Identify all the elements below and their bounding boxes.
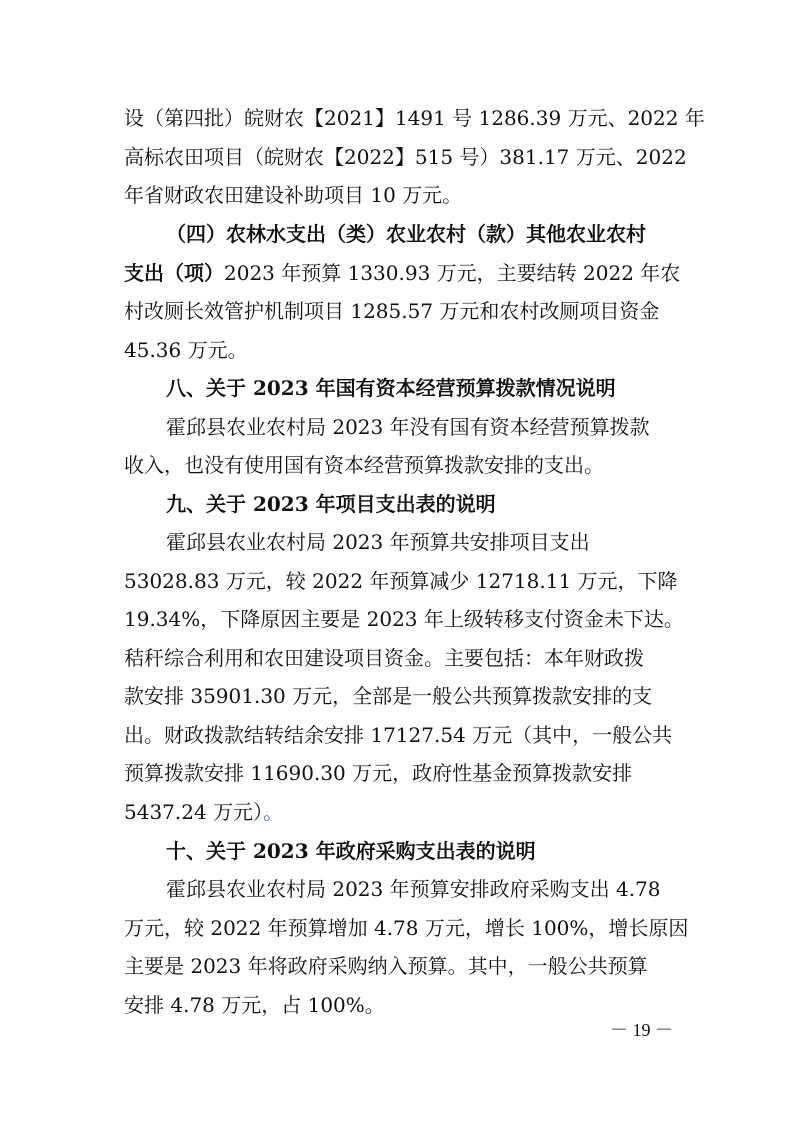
- section-heading-9: 九、关于 2023 年项目支出表的说明: [166, 492, 496, 516]
- paragraph-line: 高标农田项目（皖财农【2022】515 号）381.17 万元、2022: [124, 145, 687, 169]
- paragraph-punct: 。: [263, 800, 284, 824]
- paragraph-line: 霍邱县农业农村局 2023 年预算安排政府采购支出 4.78: [166, 877, 661, 901]
- paragraph-line: 款安排 35901.30 万元，全部是一般公共预算拨款安排的支: [124, 684, 653, 708]
- paragraph-line: [124, 261, 680, 285]
- paragraph-line: 19.34%，下降原因主要是 2023 年上级转移支付资金未下达。: [124, 607, 684, 631]
- paragraph-line: [124, 800, 283, 824]
- paragraph-line: 安排 4.78 万元，占 100%。: [124, 993, 385, 1017]
- paragraph-line: 村改厕长效管护机制项目 1285.57 万元和农村改厕项目资金: [124, 299, 660, 323]
- paragraph-line: 年省财政农田建设补助项目 10 万元。: [124, 183, 463, 207]
- paragraph-line: 主要是 2023 年将政府采购纳入预算。其中，一般公共预算: [124, 954, 648, 978]
- paragraph-text: 5437.24 万元）: [124, 800, 264, 824]
- section-heading-8: 八、关于 2023 年国有资本经营预算拨款情况说明: [166, 376, 616, 400]
- paragraph-line: 万元，较 2022 年预算增加 4.78 万元，增长 100%，增长原因: [124, 916, 689, 940]
- paragraph-line: 霍邱县农业农村局 2023 年没有国有资本经营预算拨款: [166, 415, 650, 439]
- paragraph-line: 收入，也没有使用国有资本经营预算拨款安排的支出。: [124, 453, 604, 477]
- section-subheading: （四）农林水支出（类）农业农村（款）其他农业农村: [166, 222, 646, 246]
- paragraph-line: 霍邱县农业农村局 2023 年预算共安排项目支出: [166, 530, 590, 554]
- paragraph-text: 2023 年预算 1330.93 万元，主要结转 2022 年农: [224, 261, 681, 285]
- paragraph-line: 秸秆综合利用和农田建设项目资金。主要包括：本年财政拨: [124, 646, 644, 670]
- section-heading-10: 十、关于 2023 年政府采购支出表的说明: [166, 839, 536, 863]
- paragraph-line: 45.36 万元。: [124, 338, 248, 362]
- paragraph-line: 出。财政拨款结转结余安排 17127.54 万元（其中，一般公共: [124, 723, 673, 747]
- paragraph-line: 预算拨款安排 11690.30 万元，政府性基金预算拨款安排: [124, 761, 633, 785]
- page-number: － 19 －: [610, 1020, 673, 1040]
- section-subheading-cont: 支出（项）: [124, 261, 224, 285]
- paragraph-line: 53028.83 万元，较 2022 年预算减少 12718.11 万元，下降: [124, 569, 678, 593]
- paragraph-line: 设（第四批）皖财农【2021】1491 号 1286.39 万元、2022 年: [124, 106, 705, 130]
